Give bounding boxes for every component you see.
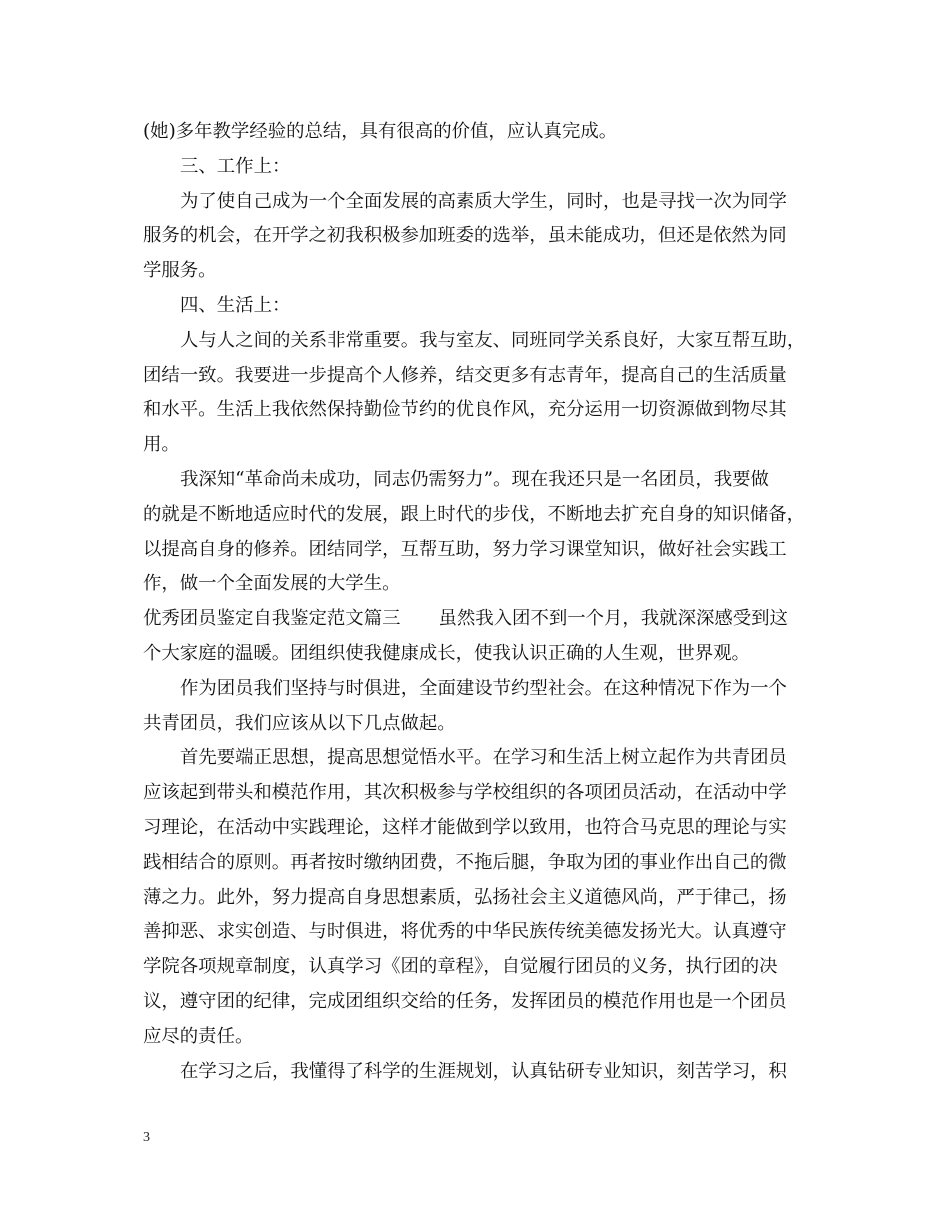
text-line: 用。 [143,434,180,456]
text-line: 习理论，在活动中实践理论，这样才能做到学以致用，也符合马克思的理论与实 [143,816,787,838]
text-line: 团结一致。我要进一步提高个人修养，结交更多有志青年，提高自己的生活质量 [143,364,787,386]
text-line: 以提高自身的修养。团结同学，互帮互助，努力学习课堂知识，做好社会实践工 [143,538,787,560]
text-line: 服务的机会，在开学之初我积极参加班委的选举，虽未能成功，但还是依然为同 [143,225,787,247]
text-line: 三、工作上： [180,155,291,177]
text-line: 作为团员我们坚持与时俱进，全面建设节约型社会。在这种情况下作为一个 [180,677,787,699]
text-line: 善抑恶、求实创造、与时俱进，将优秀的中华民族传统美德发扬光大。认真遵守 [143,921,787,943]
document-body [143,115,815,1089]
text-line: 和水平。生活上我依然保持勤俭节约的优良作风，充分运用一切资源做到物尽其 [143,399,787,421]
text-line: 的就是不断地适应时代的发展，跟上时代的步伐，不断地去扩充自身的知识储备， [143,503,806,525]
text-line: 应尽的责任。 [143,1025,254,1047]
text-line: 践相结合的原则。再者按时缴纳团费，不拖后腿，争取为团的事业作出自己的微 [143,851,787,873]
text-line: 应该起到带头和模范作用，其次积极参与学校组织的各项团员活动，在活动中学 [143,782,787,804]
section-heading-line [143,602,815,637]
text-line: 人与人之间的关系非常重要。我与室友、同班同学关系良好，大家互帮互助， [180,329,806,351]
section-heading-continuation: 虽然我入团不到一个月，我就深深感受到这 [438,608,788,630]
text-line: 学院各项规章制度，认真学习《团的章程》，自觉履行团员的义务，执行团的决 [143,956,778,978]
text-line: 个大家庭的温暖。团组织使我健康成长，使我认识正确的人生观，世界观。 [143,642,750,664]
text-line: 在学习之后，我懂得了科学的生涯规划，认真钻研专业知识，刻苦学习，积 [180,1060,787,1082]
text-line: 为了使自己成为一个全面发展的高素质大学生，同时，也是寻找一次为同学 [180,190,787,212]
text-line: 首先要端正思想，提高思想觉悟水平。在学习和生活上树立起作为共青团员 [180,747,787,769]
paragraph-block-before [143,115,815,602]
text-line: 共青团员，我们应该从以下几点做起。 [143,712,456,734]
page-number: 3 [143,1130,150,1145]
text-line: 作，做一个全面发展的大学生。 [143,573,401,595]
section-heading-title: 优秀团员鉴定自我鉴定范文篇三 [143,608,401,630]
text-line: 四、生活上： [180,294,291,316]
text-line: 学服务。 [143,260,217,282]
text-line: 薄之力。此外，努力提高自身思想素质，弘扬社会主义道德风尚，严于律己，扬 [143,886,787,908]
text-line: (她)多年教学经验的总结，具有很高的价值，应认真完成。 [143,121,618,142]
text-line: 我深知“革命尚未成功，同志仍需努力”。现在我还只是一名团员，我要做 [180,468,769,490]
paragraph-block-after [143,637,815,1089]
text-line: 议，遵守团的纪律，完成团组织交给的任务，发挥团员的模范作用也是一个团员 [143,990,787,1012]
